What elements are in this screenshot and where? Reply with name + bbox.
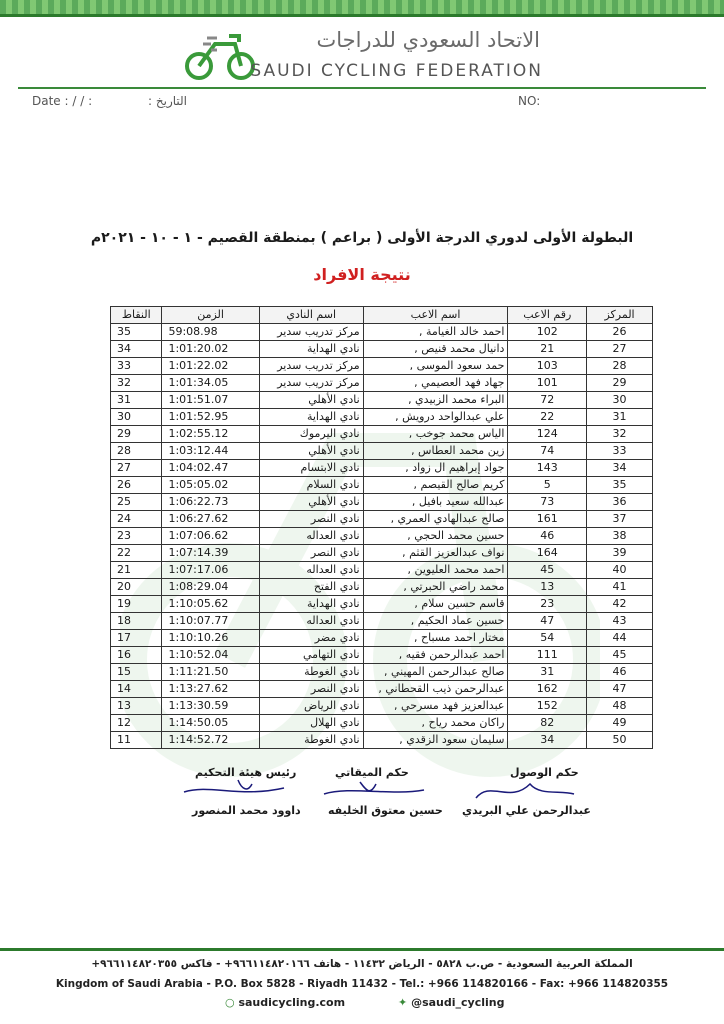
sig-name-timekeeper: حسين معتوق الخليفه [328, 804, 443, 817]
cell-club: نادي العداله [259, 562, 363, 579]
header-points: النقاط [111, 307, 162, 324]
cell-time: 1:03:12.44 [162, 443, 259, 460]
cell-player-name: صالح عبدالرحمن المهيني , [363, 664, 508, 681]
table-row [111, 579, 653, 596]
cell-rank: 33 [587, 443, 653, 460]
table-row [111, 460, 653, 477]
cell-club: مركز تدريب سدير [259, 375, 363, 392]
cell-club: نادي الفتح [259, 579, 363, 596]
cell-points: 25 [111, 494, 162, 511]
header-player-number: رقم الاعب [508, 307, 587, 324]
cell-points: 23 [111, 528, 162, 545]
table-row [111, 562, 653, 579]
header-time: الزمن [162, 307, 259, 324]
cell-player-name: عبدالرحمن ذيب القحطاني , [363, 681, 508, 698]
table-row [111, 511, 653, 528]
cell-player-name: قاسم حسين سلام , [363, 596, 508, 613]
cell-club: نادي مضر [259, 630, 363, 647]
website-text: saudicycling.com [238, 996, 346, 1009]
cell-player-name: احمد محمد العليوين , [363, 562, 508, 579]
cell-rank: 42 [587, 596, 653, 613]
cell-points: 14 [111, 681, 162, 698]
cell-player-number: 143 [508, 460, 587, 477]
cell-player-number: 54 [508, 630, 587, 647]
cell-points: 16 [111, 647, 162, 664]
cell-player-number: 22 [508, 409, 587, 426]
signature-timekeeper [320, 776, 430, 802]
cell-player-name: مختار احمد مسباح , [363, 630, 508, 647]
footer-address-english: Kingdom of Saudi Arabia - P.O. Box 5828 - Riyadh 11432 - Tel.: +966 114820166 - Fax: +966 114820355 [55, 978, 669, 990]
cell-player-number: 164 [508, 545, 587, 562]
cell-club: نادي الغوطة [259, 732, 363, 749]
footer-website [225, 996, 345, 1009]
cell-points: 35 [111, 324, 162, 341]
table-row [111, 630, 653, 647]
cell-rank: 46 [587, 664, 653, 681]
cell-rank: 50 [587, 732, 653, 749]
results-table [110, 306, 653, 749]
cell-points: 34 [111, 341, 162, 358]
cell-time: 1:05:05.02 [162, 477, 259, 494]
cell-time: 1:10:10.26 [162, 630, 259, 647]
table-row [111, 613, 653, 630]
cell-player-number: 103 [508, 358, 587, 375]
cell-points: 20 [111, 579, 162, 596]
cell-rank: 34 [587, 460, 653, 477]
cell-rank: 35 [587, 477, 653, 494]
cell-rank: 31 [587, 409, 653, 426]
cell-time: 1:07:17.06 [162, 562, 259, 579]
cell-points: 30 [111, 409, 162, 426]
date-label: Date : / / : [32, 94, 93, 108]
cell-player-name: علي عبدالواحد درويش , [363, 409, 508, 426]
cell-club: نادي الهداية [259, 596, 363, 613]
cell-player-name: جهاد فهد العصيمي , [363, 375, 508, 392]
top-border-line [0, 14, 724, 17]
cell-player-name: راكان محمد رياح , [363, 715, 508, 732]
table-row [111, 426, 653, 443]
cell-rank: 37 [587, 511, 653, 528]
cell-club: نادي التهامي [259, 647, 363, 664]
cell-rank: 44 [587, 630, 653, 647]
table-row [111, 358, 653, 375]
cell-player-number: 111 [508, 647, 587, 664]
cell-time: 1:07:14.39 [162, 545, 259, 562]
header-club: اسم النادي [259, 307, 363, 324]
cell-player-name: الياس محمد جوخب , [363, 426, 508, 443]
cell-time: 1:11:21.50 [162, 664, 259, 681]
cell-player-name: دانيال محمد قنيص , [363, 341, 508, 358]
date-label-arabic: التاريخ : [148, 94, 188, 108]
cell-player-number: 102 [508, 324, 587, 341]
table-row [111, 443, 653, 460]
table-row [111, 477, 653, 494]
cell-player-number: 13 [508, 579, 587, 596]
cell-club: نادي الهداية [259, 409, 363, 426]
cell-player-number: 31 [508, 664, 587, 681]
cell-club: نادي العداله [259, 613, 363, 630]
cell-rank: 27 [587, 341, 653, 358]
cell-time: 1:01:51.07 [162, 392, 259, 409]
cell-points: 31 [111, 392, 162, 409]
cell-player-number: 72 [508, 392, 587, 409]
cell-points: 19 [111, 596, 162, 613]
cell-rank: 40 [587, 562, 653, 579]
cell-player-name: البراء محمد الزبيدي , [363, 392, 508, 409]
cell-player-number: 45 [508, 562, 587, 579]
cell-time: 1:07:06.62 [162, 528, 259, 545]
table-row [111, 341, 653, 358]
bicycle-icon [185, 30, 257, 82]
cell-points: 18 [111, 613, 162, 630]
cell-time: 1:01:20.02 [162, 341, 259, 358]
cell-club: نادي النصر [259, 681, 363, 698]
footer-address-arabic: المملكة العربية السعودية - ص.ب ٥٨٢٨ - الرياض ١١٤٣٢ - هاتف ٩٦٦١١٤٨٢٠١٦٦+ - فاكس ٩٦٦١١٤٨٢٠٣٥٥+ [91, 958, 633, 970]
cell-player-name: حسين عماد الحكيم , [363, 613, 508, 630]
table-header-row [111, 307, 653, 324]
cell-rank: 29 [587, 375, 653, 392]
cell-rank: 28 [587, 358, 653, 375]
cell-player-number: 82 [508, 715, 587, 732]
cell-club: نادي الغوطة [259, 664, 363, 681]
cell-player-name: كريم صالح القيصم , [363, 477, 508, 494]
cell-time: 1:14:52.72 [162, 732, 259, 749]
cell-player-number: 73 [508, 494, 587, 511]
cell-points: 28 [111, 443, 162, 460]
cell-club: نادي الأهلي [259, 494, 363, 511]
cell-points: 12 [111, 715, 162, 732]
cell-time: 1:06:27.62 [162, 511, 259, 528]
cell-player-number: 5 [508, 477, 587, 494]
cell-points: 29 [111, 426, 162, 443]
cell-club: نادي العداله [259, 528, 363, 545]
cell-time: 59:08.98 [162, 324, 259, 341]
cell-points: 21 [111, 562, 162, 579]
cell-points: 11 [111, 732, 162, 749]
document-subtitle: نتيجة الافراد [313, 265, 411, 284]
cell-time: 1:10:05.62 [162, 596, 259, 613]
cell-points: 32 [111, 375, 162, 392]
cell-points: 15 [111, 664, 162, 681]
cell-player-number: 23 [508, 596, 587, 613]
cell-club: نادي النصر [259, 545, 363, 562]
footer-twitter [398, 996, 504, 1009]
top-border-decoration [0, 0, 724, 14]
cell-rank: 26 [587, 324, 653, 341]
table-row [111, 392, 653, 409]
twitter-icon: ✦ [398, 996, 408, 1009]
cell-player-name: زين محمد العطاس , [363, 443, 508, 460]
cell-club: نادي السلام [259, 477, 363, 494]
cell-rank: 32 [587, 426, 653, 443]
table-row [111, 647, 653, 664]
header-divider [18, 87, 706, 89]
signature-head-referee [180, 776, 290, 802]
signature-finish-judge [470, 776, 580, 806]
cell-rank: 43 [587, 613, 653, 630]
cell-club: نادي الأهلي [259, 443, 363, 460]
table-row [111, 681, 653, 698]
cell-rank: 39 [587, 545, 653, 562]
cell-player-name: عبدالعزيز فهد مسرحي , [363, 698, 508, 715]
cell-time: 1:13:30.59 [162, 698, 259, 715]
cell-points: 33 [111, 358, 162, 375]
cell-rank: 36 [587, 494, 653, 511]
table-row [111, 375, 653, 392]
cell-player-name: جواد إبراهيم ال زواد , [363, 460, 508, 477]
cell-player-name: محمد راضي الحبرتي , [363, 579, 508, 596]
cell-rank: 38 [587, 528, 653, 545]
sig-title-finish-judge: حكم الوصول [510, 766, 579, 779]
table-row [111, 528, 653, 545]
cell-rank: 41 [587, 579, 653, 596]
cell-points: 24 [111, 511, 162, 528]
cell-time: 1:13:27.62 [162, 681, 259, 698]
cell-time: 1:01:52.95 [162, 409, 259, 426]
cell-player-number: 21 [508, 341, 587, 358]
table-row [111, 732, 653, 749]
cell-rank: 47 [587, 681, 653, 698]
cell-points: 22 [111, 545, 162, 562]
cell-player-name: نواف عبدالعزيز القثم , [363, 545, 508, 562]
table-row [111, 494, 653, 511]
cell-player-number: 101 [508, 375, 587, 392]
cell-rank: 45 [587, 647, 653, 664]
cell-time: 1:10:52.04 [162, 647, 259, 664]
org-name-english: SAUDI CYCLING FEDERATION [250, 61, 543, 81]
federation-logo [185, 28, 545, 88]
table-row [111, 324, 653, 341]
cell-player-number: 47 [508, 613, 587, 630]
table-row [111, 409, 653, 426]
cell-time: 1:04:02.47 [162, 460, 259, 477]
cell-player-name: سليمان سعود الزقدي , [363, 732, 508, 749]
sig-name-head-referee: داوود محمد المنصور [192, 804, 301, 817]
cell-club: مركز تدريب سدير [259, 358, 363, 375]
table-row [111, 698, 653, 715]
sig-name-finish-judge: عبدالرحمن علي البريدي [462, 804, 591, 817]
cell-time: 1:01:34.05 [162, 375, 259, 392]
cell-rank: 48 [587, 698, 653, 715]
cell-time: 1:02:55.12 [162, 426, 259, 443]
cell-player-number: 34 [508, 732, 587, 749]
cell-player-number: 124 [508, 426, 587, 443]
header-player-name: اسم الاعب [363, 307, 508, 324]
cell-time: 1:01:22.02 [162, 358, 259, 375]
cell-club: نادي الأهلي [259, 392, 363, 409]
cell-club: نادي النصر [259, 511, 363, 528]
cell-rank: 30 [587, 392, 653, 409]
cell-player-name: عبدالله سعيد بافيل , [363, 494, 508, 511]
cell-player-name: احمد خالد الغيامة , [363, 324, 508, 341]
cell-rank: 49 [587, 715, 653, 732]
cell-player-number: 161 [508, 511, 587, 528]
cell-player-number: 74 [508, 443, 587, 460]
cell-player-name: صالح عبدالهادي العمري , [363, 511, 508, 528]
number-label: NO: [518, 94, 541, 108]
cell-time: 1:14:50.05 [162, 715, 259, 732]
cell-points: 17 [111, 630, 162, 647]
cell-points: 13 [111, 698, 162, 715]
cell-points: 26 [111, 477, 162, 494]
cell-player-name: حسين محمد الحجي , [363, 528, 508, 545]
org-name-arabic: الاتحاد السعودي للدراجات [316, 28, 540, 52]
header-rank: المركز [587, 307, 653, 324]
cell-club: نادي الرياض [259, 698, 363, 715]
sig-title-timekeeper: حكم الميقاتي [335, 766, 409, 779]
cell-club: نادي الابتسام [259, 460, 363, 477]
cell-club: نادي الهلال [259, 715, 363, 732]
cell-time: 1:10:07.77 [162, 613, 259, 630]
table-row [111, 715, 653, 732]
cell-time: 1:08:29.04 [162, 579, 259, 596]
footer-divider [0, 948, 724, 951]
table-row [111, 545, 653, 562]
globe-icon: ○ [225, 996, 235, 1009]
table-row [111, 664, 653, 681]
cell-time: 1:06:22.73 [162, 494, 259, 511]
cell-player-number: 162 [508, 681, 587, 698]
cell-club: مركز تدريب سدير [259, 324, 363, 341]
cell-player-number: 152 [508, 698, 587, 715]
cell-points: 27 [111, 460, 162, 477]
sig-title-head-referee: رئيس هيئة التحكيم [195, 766, 297, 779]
table-row [111, 596, 653, 613]
cell-player-name: حمد سعود الموسى , [363, 358, 508, 375]
twitter-handle: @saudi_cycling [411, 996, 505, 1009]
cell-club: نادي اليرموك [259, 426, 363, 443]
cell-player-name: احمد عبدالرحمن فقيه , [363, 647, 508, 664]
document-title: البطولة الأولى لدوري الدرجة الأولى ( براعم ) بمنطقة القصيم - ١ - ١٠ - ٢٠٢١م [90, 230, 634, 246]
cell-club: نادي الهداية [259, 341, 363, 358]
cell-player-number: 46 [508, 528, 587, 545]
